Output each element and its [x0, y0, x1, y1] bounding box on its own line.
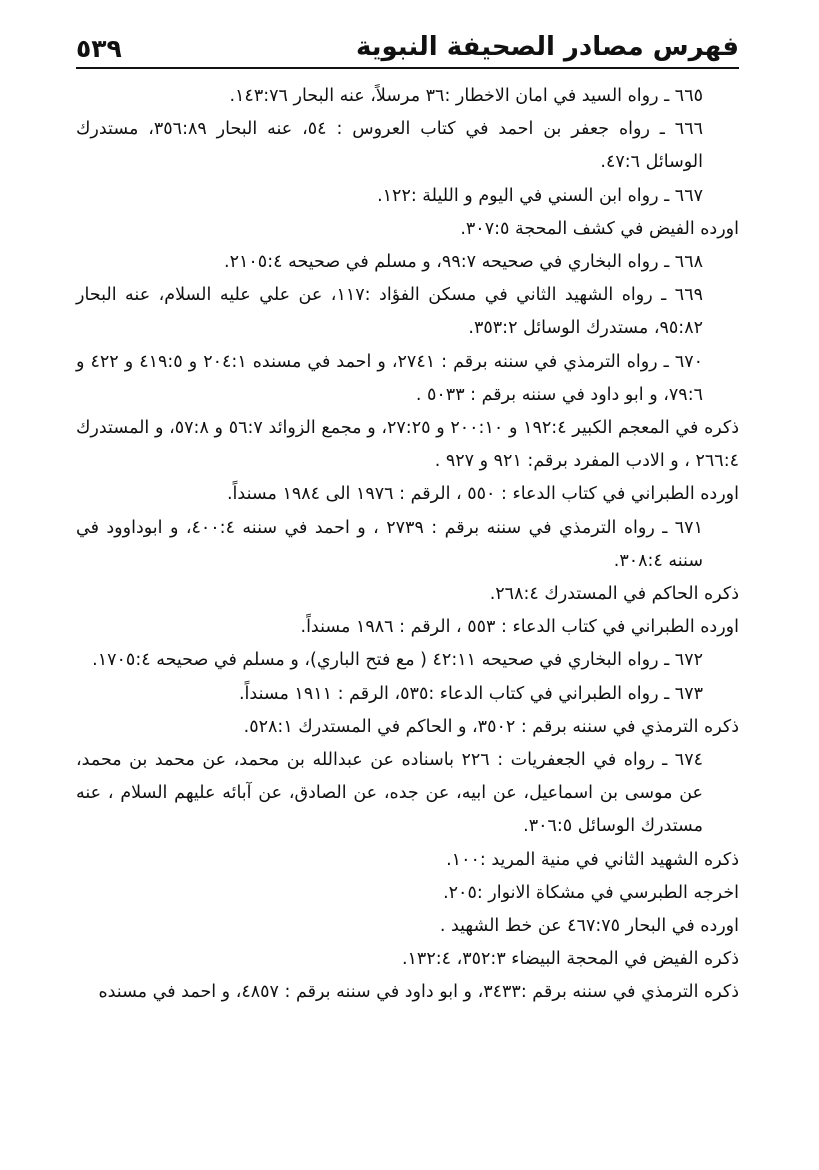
numbered-entry: ٦٧١ ـ رواه الترمذي في سننه برقم : ٢٧٣٩ ، و احمد في سننه ٤٠٠:٤، و ابوداوود في سننه ٣٠٨:٤.: [76, 517, 703, 571]
source-note: ذكره الشهيد الثاني في منية المريد :١٠٠.: [446, 849, 739, 870]
numbered-entry: ٦٦٧ ـ رواه ابن السني في اليوم و الليلة :١٢٢.: [377, 185, 703, 206]
source-note: اورده في البحار ٤٦٧:٧٥ عن خط الشهيد .: [439, 916, 739, 937]
running-title: فهرس مصادر الصحيفة النبوية: [355, 32, 739, 62]
source-note: ذكره في المعجم الكبير ١٩٢:٤ و ٢٠٠:١٠ و ٢٧:٢٥، و مجمع الزوائد ٥٦:٧ و ٥٧:٨، و المستدرك ٢٦٦:٤ ، و الادب المفرد برقم: ٩٢١ و ٩٢٧ .: [76, 418, 740, 472]
source-note: ذكره الترمذي في سننه برقم :٣٤٣٣، و ابو داود في سننه برقم : ٤٨٥٧، و احمد في مسنده: [98, 982, 739, 1003]
numbered-entry: ٦٧٠ ـ رواه الترمذي في سننه برقم : ٢٧٤١، و احمد في مسنده ٢٠٤:١ و ٤١٩:٥ و ٤٢٢ و ٧٩:٦، و ابو داود في سننه برقم : ٥٠٣٣ .: [76, 351, 704, 405]
numbered-entry: ٦٦٦ ـ رواه جعفر بن احمد في كتاب العروس : ٥٤، عنه البحار ٣٥٦:٨٩، مستدرك الوسائل ٤٧:٦.: [76, 119, 703, 173]
source-note: اورده الطبراني في كتاب الدعاء : ٥٥٠ ، الرقم : ١٩٧٦ الى ١٩٨٤ مسنداً.: [226, 484, 739, 505]
header-rule: [76, 67, 739, 69]
page-body: [76, 80, 739, 1010]
numbered-entry: ٦٧٢ ـ رواه البخاري في صحيحه ٤٢:١١ ( مع فتح الباري)، و مسلم في صحيحه ١٧٠٥:٤.: [92, 650, 703, 671]
numbered-entry: ٦٧٤ ـ رواه في الجعفريات : ٢٢٦ باسناده عن عبدالله بن محمد، عن محمد بن محمد، عن موسى بن اسماعيل، عن ابيه، عن جده، عن الصادق، عن آبائه عليهم السلام ، عنه مستدرك الوسائل ٣٠٦:٥.: [76, 750, 703, 837]
numbered-entry: ٦٦٨ ـ رواه البخاري في صحيحه ٩٩:٧، و مسلم في صحيحه ٢١٠٥:٤.: [224, 252, 703, 273]
numbered-entry: ٦٧٣ ـ رواه الطبراني في كتاب الدعاء :٥٣٥، الرقم : ١٩١١ مسنداً.: [238, 683, 703, 704]
numbered-entry: ٦٦٥ ـ رواه السيد في امان الاخطار :٣٦ مرسلاً، عنه البحار ١٤٣:٧٦.: [229, 86, 703, 106]
source-note: اورده الفيض في كشف المحجة ٣٠٧:٥.: [460, 218, 739, 239]
numbered-entry: ٦٦٩ ـ رواه الشهيد الثاني في مسكن الفؤاد :١١٧، عن علي عليه السلام، عنه البحار ٩٥:٨٢، مستدرك الوسائل ٣٥٣:٢.: [76, 285, 703, 339]
source-note: ذكره الفيض في المحجة البيضاء ٣٥٢:٣، ١٣٢:٤.: [401, 949, 739, 970]
source-note: اخرجه الطبرسي في مشكاة الانوار :٢٠٥.: [443, 882, 739, 903]
source-note: ذكره الحاكم في المستدرك ٢٦٨:٤.: [489, 584, 739, 605]
page-number: ٥٣٩: [76, 34, 122, 63]
source-note: اورده الطبراني في كتاب الدعاء : ٥٥٣ ، الرقم : ١٩٨٦ مسنداً.: [300, 617, 739, 638]
page-header: [76, 26, 739, 68]
source-note: ذكره الترمذي في سننه برقم : ٣٥٠٢، و الحاكم في المستدرك ٥٢٨:١.: [243, 716, 739, 737]
